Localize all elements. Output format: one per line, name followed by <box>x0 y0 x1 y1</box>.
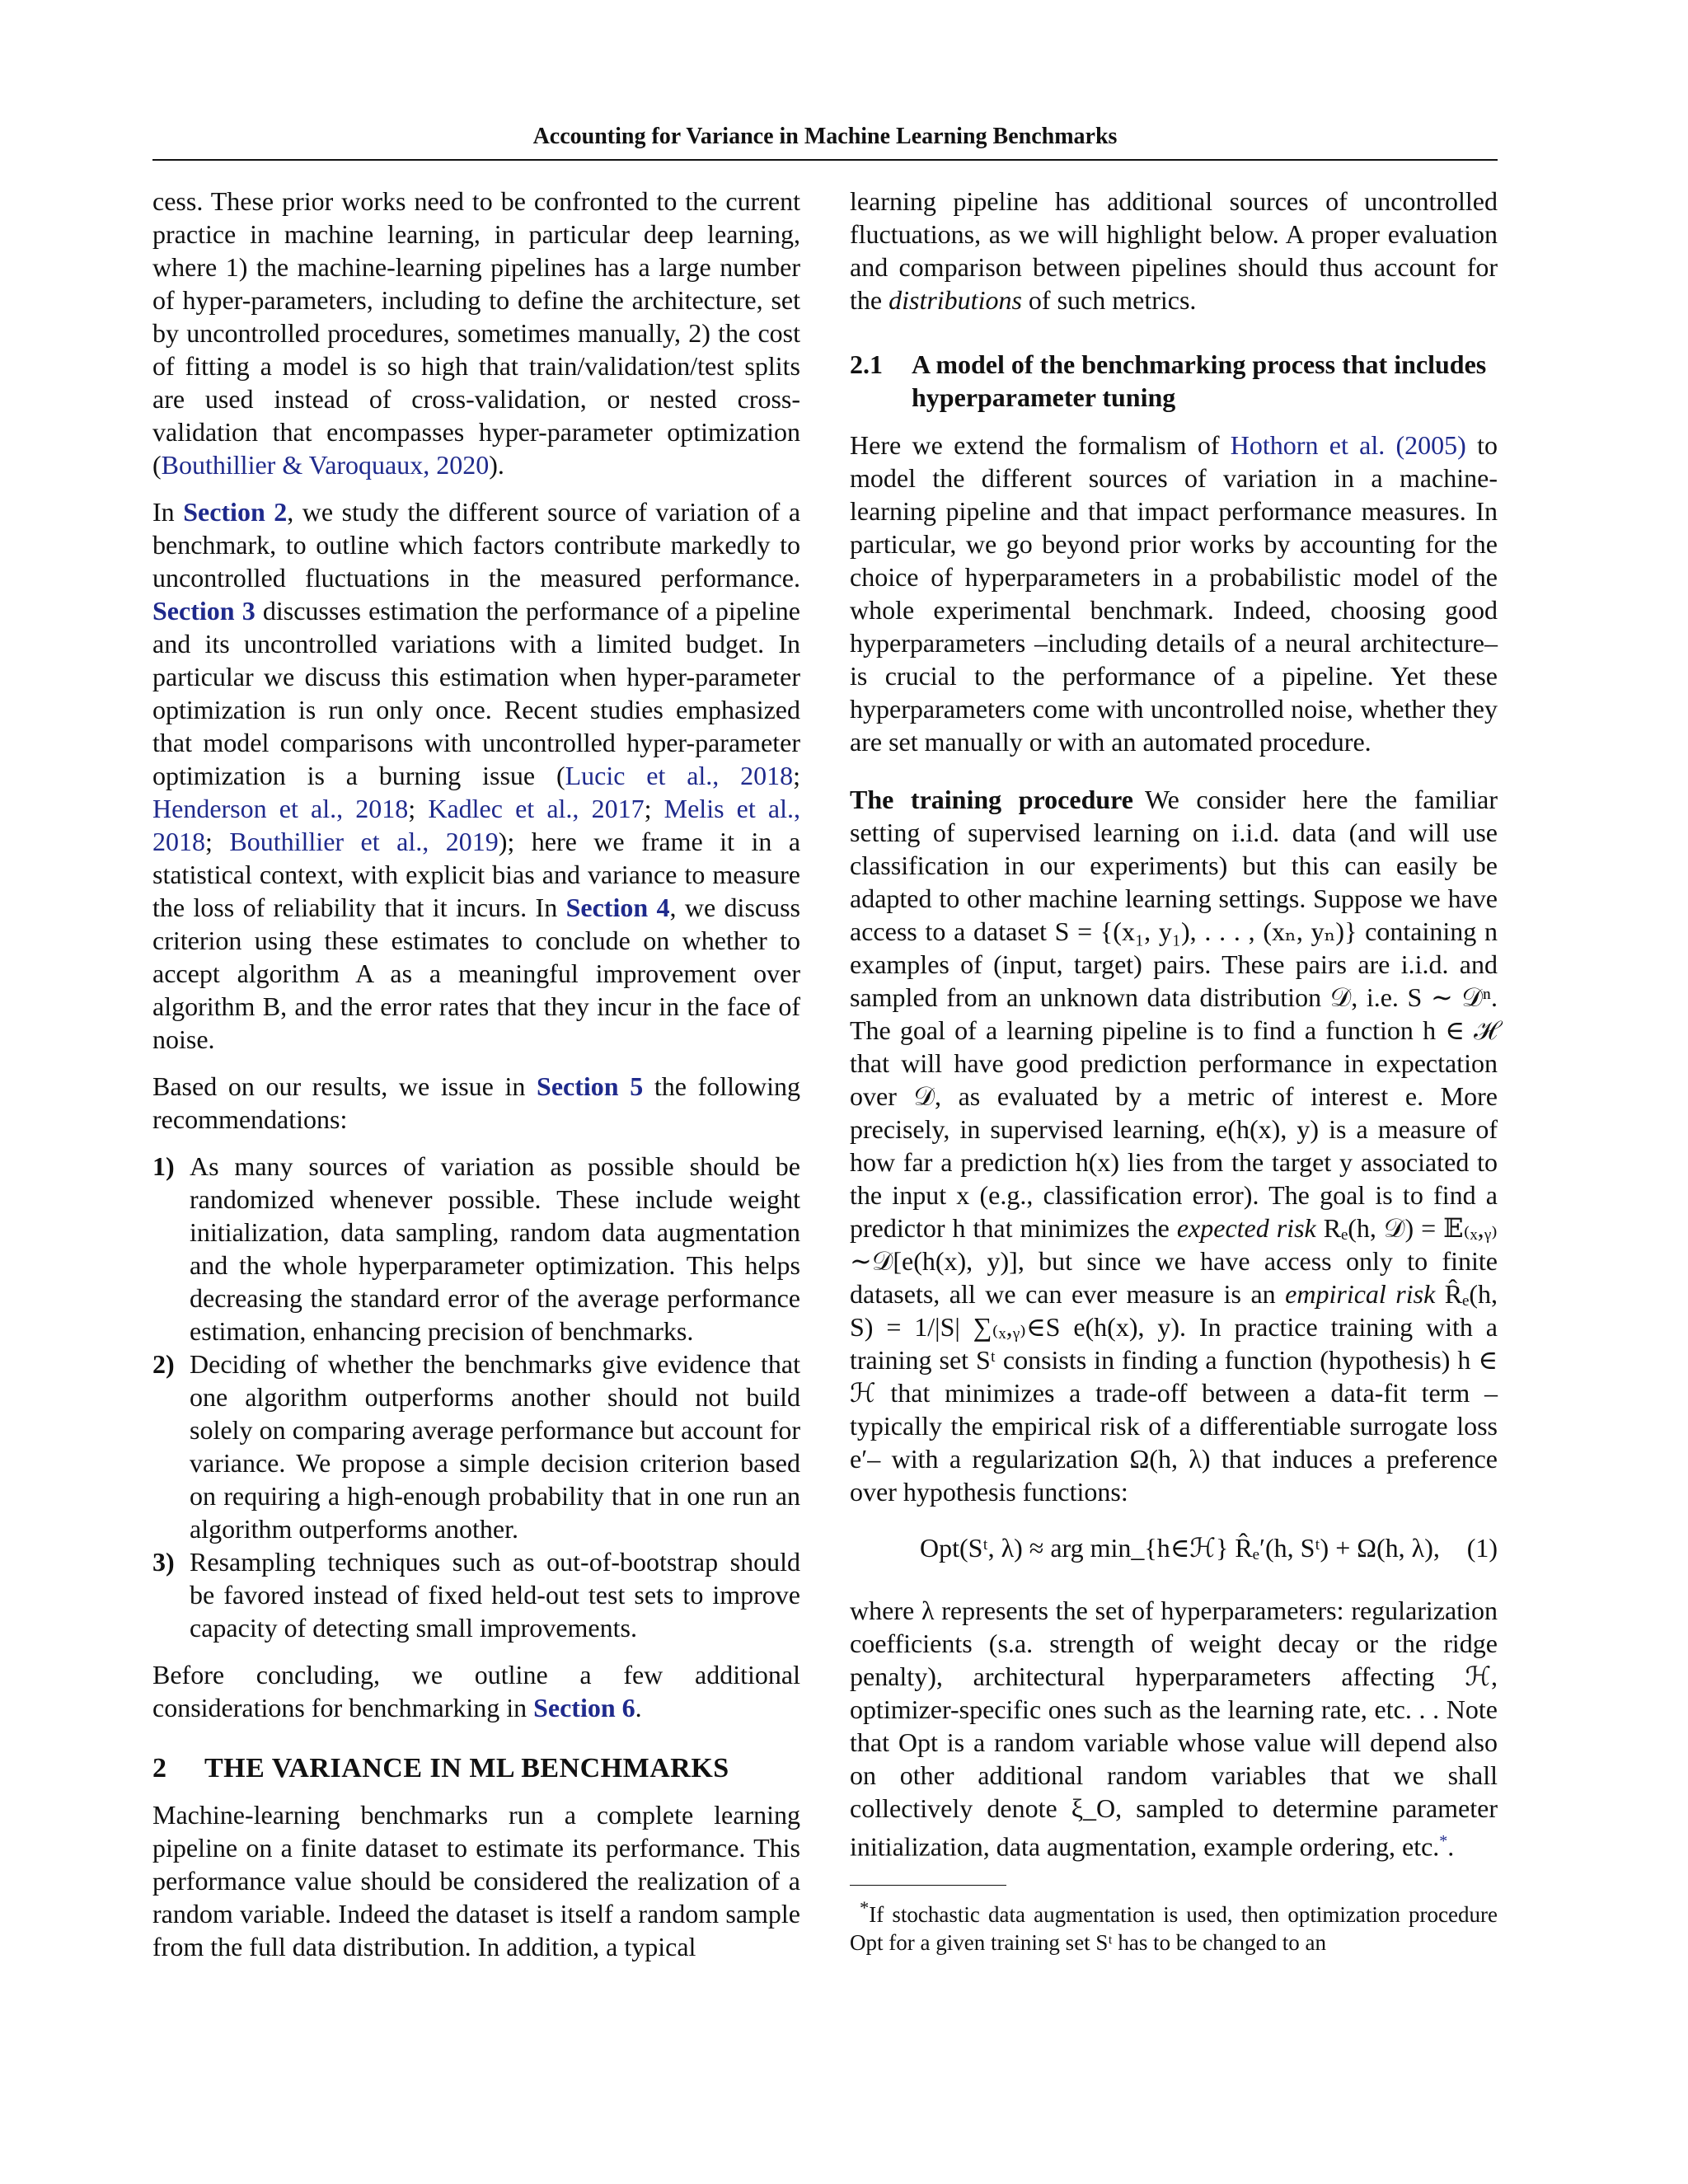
intro-text: cess. These prior works need to be confronted to the current practice in machine learning, in particular deep learning, where 1) the machine-learning pipelines has a large number of hyper-parameters, including to define the architecture, set by uncontrolled procedures, sometimes manually, 2) the cost of fitting a model is so high that train/validation/test splits are used instead of cross-validation, or nested cross-validation that encompasses hyper-parameter optimization ( <box>152 186 800 480</box>
text-fragment: , we discuss criterion using these estimates to conclude on whether to accept algorithm A as a meaningful improvement over algorithm B, and the error rates that they incur in the face of noise. <box>152 893 801 1054</box>
list-item <box>152 1150 800 1347</box>
text-fragment: In <box>152 497 184 527</box>
emphasis: expected risk <box>1176 1213 1316 1243</box>
list-text: Deciding of whether the benchmarks give evidence that one algorithm outperforms another should not build solely on comparing average performance but account for variance. We propose a simple decision criterion based on requiring a high-enough probability that in one run an algorithm outperforms another. <box>190 1349 800 1544</box>
paragraph-heading: The training procedure <box>850 785 1133 814</box>
text-fragment: Machine-learning benchmarks run a complete learning pipeline on a finite dataset to estimate its performance. This performance value should be considered the realization of a random variable. Indeed the dataset is itself a random sample from the full data distribution. In addition, a typical <box>152 1800 800 1961</box>
list-item <box>152 1545 800 1644</box>
citation-link[interactable]: Melis et al., 2018 <box>152 794 801 856</box>
emphasis: empirical risk <box>1285 1279 1436 1309</box>
citation-link[interactable]: Bouthillier & Varoquaux, 2020 <box>161 450 490 480</box>
subsection-number: 2.1 <box>850 349 883 379</box>
citation-link[interactable]: Bouthillier et al., 2019 <box>229 827 499 856</box>
footnote-marker-link[interactable]: * <box>1439 1832 1448 1850</box>
section-6-link[interactable]: Section 6 <box>533 1693 635 1722</box>
citation-link[interactable]: Lucic et al., 2018 <box>565 761 794 790</box>
equation-1 <box>850 1525 1498 1577</box>
paragraph-formalism <box>850 429 1498 758</box>
text-fragment: Here we extend the formalism of <box>850 430 1231 460</box>
intro-end: ). <box>489 450 504 480</box>
text-fragment: We consider here the familiar setting of supervised learning on i.i.d. data (and will use classification in our experiments) but this can easily be adapted to other machine learning settings. Suppose we have access to a dataset S = {(x₁, y₁), . . . , (xₙ, yₙ)} containing n examples of (input, target) pairs. These pairs are i.i.d. and sampled from an unknown data distribution 𝒟, i.e. S ∼ 𝒟ⁿ. The goal of a learning pipeline is to find a function h ∈ ℋ that will have good prediction performance in expectation over 𝒟, as evaluated by a metric of interest e. More precisely, in supervised learning, e(h(x), y) is a measure of how far a prediction h(x) lies from the target y associated to the input x (e.g., classification error). The goal is to find a predictor h that minimizes the <box>850 785 1498 1243</box>
paragraph-section-2 <box>152 1798 800 1963</box>
text-fragment: where λ represents the set of hyperparameters: regularization coefficients (s.a. strength of weight decay or the ridge penalty), architectural hyperparameters affecting ℋ, optimizer-specific ones such as the learning rate, etc. . . Note that Opt is a random variable whose value will depend also on other additional random variables that we shall collectively denote ξ_O, sampled to determine parameter initialization, data augmentation, example ordering, etc. <box>850 1596 1498 1862</box>
left-column <box>152 185 800 1977</box>
list-text: Resampling techniques such as out-of-bootstrap should be favored instead of fixed held-out test sets to improve capacity of detecting small improvements. <box>190 1547 800 1643</box>
text-fragment: Rₑ(h, 𝒟) = 𝔼₍ₓ,ᵧ₎∼𝒟[e(h(x), y)], but since we have access only to finite datasets, all we can ever measure is an <box>850 1213 1498 1309</box>
equation-number: (1) <box>1466 1533 1498 1563</box>
paragraph-hyperparameters <box>850 1594 1498 1863</box>
section-title: THE VARIANCE IN ML BENCHMARKS <box>204 1753 729 1783</box>
section-4-link[interactable]: Section 4 <box>565 893 670 922</box>
text-fragment: to model the different sources of variation in a machine-learning pipeline and that impact performance measures. In particular, we go beyond prior works by accounting for the choice of hyperparameters in a probabilistic model of the whole experimental benchmark. Indeed, choosing good hyperparameters –including details of a neural architecture– is crucial to the performance of a pipeline. Yet these hyperparameters come with uncontrolled noise, whether they are set manually or with an automated procedure. <box>850 430 1498 757</box>
right-column <box>850 185 1498 1957</box>
text-fragment: the following recommendations: <box>152 1071 801 1134</box>
text-fragment: R̂ₑ(h, S) = 1/|S| ∑₍ₓ,ᵧ₎∈S e(h(x), y). In practice training with a training set Sᵗ consists in finding a function (hypothesis) h ∈ ℋ that minimizes a trade-off between a data-fit term –typically the empirical risk of a differentiable surrogate loss e′– with a regularization Ω(h, λ) that induces a preference over hypothesis functions: <box>850 1279 1498 1507</box>
equation-body: Opt(Sᵗ, λ) ≈ arg min_{h∈ℋ} R̂ₑ′(h, Sᵗ) + Ω(h, λ), <box>920 1533 1440 1563</box>
footnote <box>850 1894 1498 1957</box>
list-text: As many sources of variation as possible should be randomized whenever possible. These include weight initialization, data sampling, random data augmentation and the whole hyperparameter optimization. This helps decreasing the standard error of the average performance estimation, enhancing precision of benchmarks. <box>190 1151 800 1346</box>
list-item <box>152 1347 800 1545</box>
text-fragment: Based on our results, we issue in <box>152 1071 537 1101</box>
header-rule <box>152 159 1498 161</box>
paragraph-outline: In Section 2, we study the different source of variation of a benchmark, to outline which factors contribute markedly to uncontrolled fluctuations in the measured performance. Section 3 discusses estimation the performance of a pipeline and its uncontrolled variations with a limited budget. In particular we discuss this estimation when hyper-parameter optimization is run only once. Recent studies emphasized that model comparisons with uncontrolled hyper-parameter optimization is a burning issue (Lucic et al., 2018; Henderson et al., 2018; Kadlec et al., 2017; Melis et al., 2018; Bouthillier et al., 2019); here we frame it in a statistical context, with explicit bias and variance to measure the loss of reliability that it incurs. In Section 4, we discuss criterion using these estimates to conclude on whether to accept algorithm A as a meaningful improvement over algorithm B, and the error rates that they incur in the face of noise. <box>152 497 801 1054</box>
citation-link[interactable]: Hothorn et al. (2005) <box>1230 430 1466 460</box>
subsection-title: A model of the benchmarking process that includes hyperparameter tuning <box>912 349 1487 412</box>
footnote-mark: * <box>860 1896 870 1918</box>
paragraph-recommendations-intro <box>152 1070 800 1136</box>
paragraph-before-concluding <box>152 1658 800 1724</box>
text-fragment: Before concluding, we outline a few additional considerations for benchmarking in <box>152 1660 800 1722</box>
text-fragment: discusses estimation the performance of a pipeline and its uncontrolled variations with a limited budget. In particular we discuss this estimation when hyper-parameter optimization is run only once. Recent studies emphasized that model comparisons with uncontrolled hyper-parameter optimization is a burning issue ( <box>152 596 801 790</box>
footnote-rule <box>850 1885 1006 1886</box>
list-number: 3) <box>152 1547 175 1577</box>
list-number: 2) <box>152 1349 175 1379</box>
section-3-link[interactable]: Section 3 <box>152 596 256 626</box>
text-fragment: . <box>635 1693 642 1722</box>
paragraph-intro-continued <box>152 185 800 481</box>
text-fragment: , we study the different source of variation of a benchmark, to outline which factors contribute markedly to uncontrolled fluctuations in the measured performance. <box>152 497 801 593</box>
text-fragment: of such metrics. <box>1021 285 1197 315</box>
text-fragment: ); here we frame it in a statistical context, with explicit bias and variance to measure the loss of reliability that it incurs. In <box>152 827 801 922</box>
section-5-link[interactable]: Section 5 <box>537 1071 644 1101</box>
section-number: 2 <box>152 1753 167 1783</box>
paragraph-training-procedure <box>850 783 1498 1508</box>
subsection-heading <box>850 348 1498 414</box>
section-2-link[interactable]: Section 2 <box>183 497 288 527</box>
citation-link[interactable]: Henderson et al., 2018 <box>152 794 409 823</box>
text-fragment: . <box>1447 1831 1455 1862</box>
section-heading <box>152 1752 800 1785</box>
citation-link[interactable]: Kadlec et al., 2017 <box>428 794 645 823</box>
recommendations-list <box>152 1150 800 1644</box>
footnote-text: If stochastic data augmentation is used, then optimization procedure Opt for a given training set Sᵗ has to be changed to an <box>850 1901 1498 1955</box>
emphasis: distributions <box>889 285 1022 315</box>
list-number: 1) <box>152 1151 175 1181</box>
text-fragment: learning pipeline has additional sources of uncontrolled fluctuations, as we will highlight below. A proper evaluation and comparison between pipelines should thus account for the <box>850 186 1498 315</box>
running-title: Accounting for Variance in Machine Learning Benchmarks <box>532 124 1118 149</box>
paragraph-continued <box>850 185 1498 316</box>
section-ref-label <box>183 497 287 527</box>
